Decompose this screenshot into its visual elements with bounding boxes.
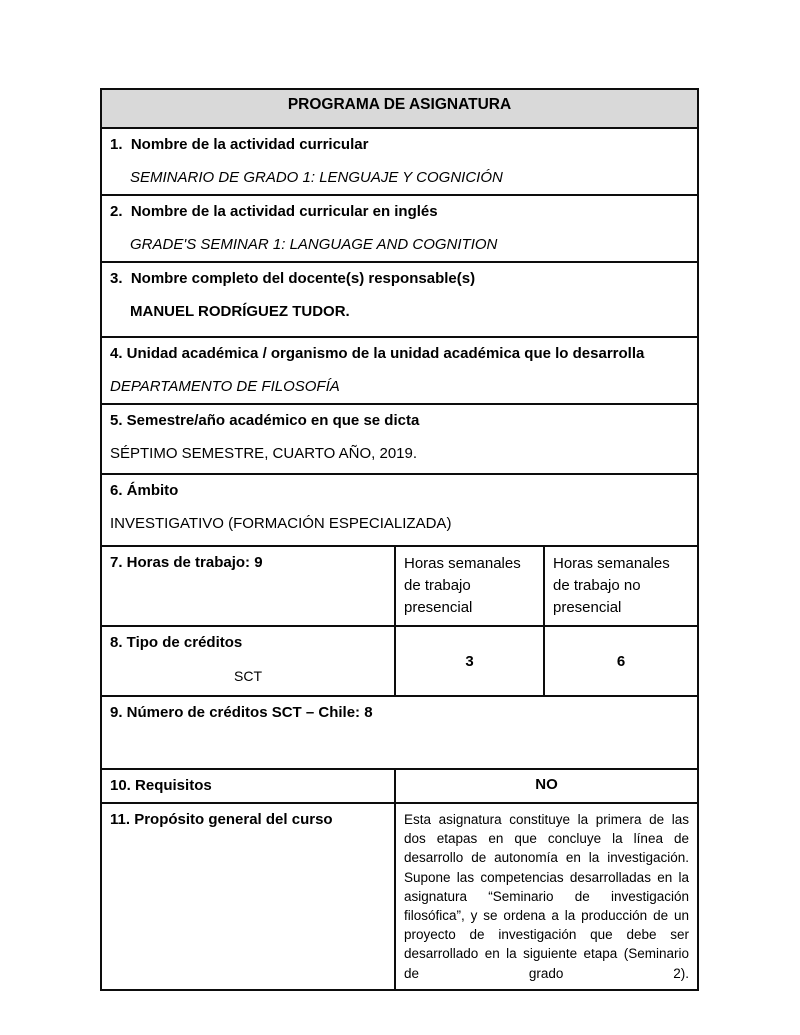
row-5-label: 5. Semestre/año académico en que se dicta	[110, 412, 420, 429]
row-9-label: 9. Número de créditos SCT – Chile: 8	[110, 704, 373, 721]
row-3-label: 3. Nombre completo del docente(s) responsable(s)	[110, 270, 476, 287]
hours-no-presencial-header: Horas semanales de trabajo no presencial	[544, 546, 698, 626]
table-row	[101, 262, 698, 337]
hours-presencial-header: Horas semanales de trabajo presencial	[395, 546, 544, 626]
row-6-cell	[101, 474, 698, 546]
table-row	[101, 404, 698, 474]
table-row	[101, 195, 698, 262]
row-7-label-cell	[101, 546, 395, 626]
row-10-label: 10. Requisitos	[110, 777, 212, 794]
row-8-label-cell	[101, 626, 395, 696]
syllabus-table	[100, 88, 699, 991]
row-6-label: 6. Ámbito	[110, 482, 179, 499]
row-3-value: MANUEL RODRÍGUEZ TUDOR.	[130, 303, 350, 320]
table-row	[101, 128, 698, 195]
table-row	[101, 803, 698, 990]
table-row	[101, 474, 698, 546]
table-header-row	[101, 89, 698, 128]
requisitos-value: NO	[395, 769, 698, 803]
row-3-cell	[101, 262, 698, 337]
row-1-label: 1. Nombre de la actividad curricular	[110, 136, 369, 153]
table-row	[101, 769, 698, 803]
row-5-value: SÉPTIMO SEMESTRE, CUARTO AÑO, 2019.	[110, 445, 418, 462]
sct-presencial-value: 3	[395, 626, 544, 696]
row-11-label-cell	[101, 803, 395, 990]
table-title: PROGRAMA DE ASIGNATURA	[101, 89, 698, 128]
table-row	[101, 696, 698, 769]
credit-type-label: SCT	[234, 668, 262, 684]
row-8-label: 8. Tipo de créditos	[110, 634, 243, 651]
row-1-value: SEMINARIO DE GRADO 1: LENGUAJE Y COGNICIÓN	[130, 169, 503, 186]
row-4-value: DEPARTAMENTO DE FILOSOFÍA	[110, 378, 340, 395]
row-11-label: 11. Propósito general del curso	[110, 811, 333, 828]
row-10-label-cell	[101, 769, 395, 803]
row-4-cell	[101, 337, 698, 404]
row-2-cell	[101, 195, 698, 262]
row-6-value: INVESTIGATIVO (FORMACIÓN ESPECIALIZADA)	[110, 515, 452, 532]
sct-no-presencial-value: 6	[544, 626, 698, 696]
table-row	[101, 337, 698, 404]
row-4-label: 4. Unidad académica / organismo de la unidad académica que lo desarrolla	[110, 345, 645, 362]
table-row	[101, 546, 698, 626]
table-row	[101, 626, 698, 696]
proposito-general-text: Esta asignatura constituye la primera de las dos etapas en que concluye la línea de desarrollo de autonomía en la investigación. Supone las competencias desarrolladas en la asignatura “Seminario de investigación filosófica”, y se ordena a la producción de un proyecto de investigación que debe ser desarrollado en la siguiente etapa (Seminario de grado 2).	[395, 803, 698, 990]
row-5-cell	[101, 404, 698, 474]
row-7-label: 7. Horas de trabajo: 9	[110, 554, 263, 571]
row-1-cell	[101, 128, 698, 195]
row-9-cell	[101, 696, 698, 769]
row-2-value: GRADE'S SEMINAR 1: LANGUAGE AND COGNITION	[130, 236, 498, 253]
row-2-label: 2. Nombre de la actividad curricular en inglés	[110, 203, 438, 220]
